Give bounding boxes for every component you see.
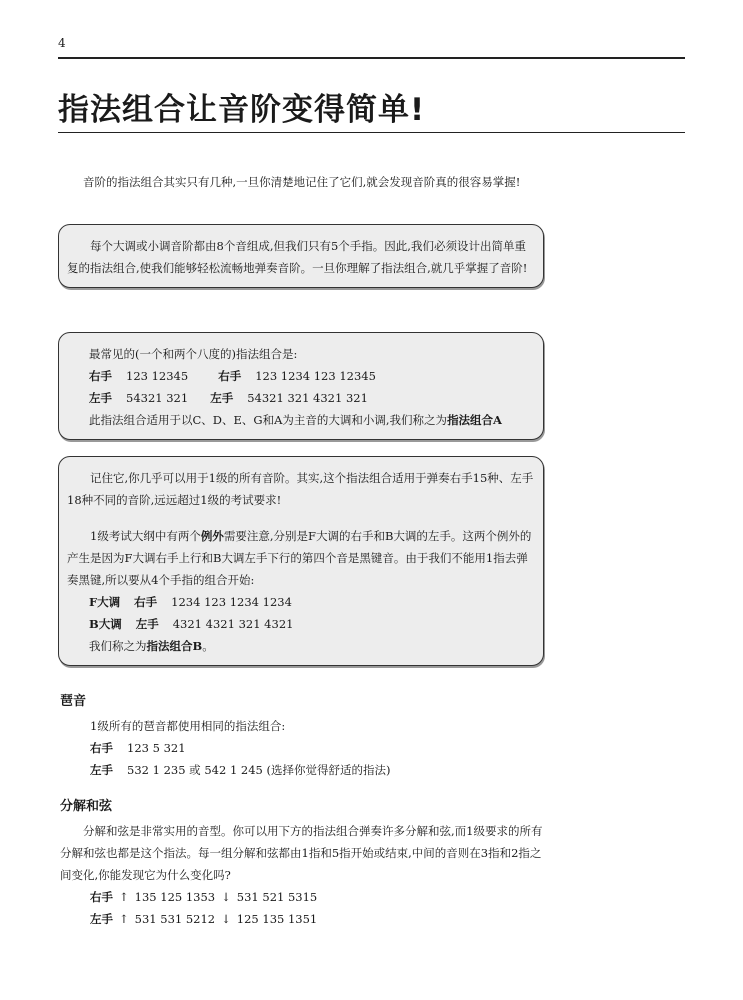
right-one-octave: 123 12345	[126, 369, 189, 383]
left-hand-label-2: 左手	[210, 391, 234, 405]
left-one-octave: 54321 321	[126, 391, 189, 405]
arpeggio-text: 1级所有的琶音都使用相同的指法组合:	[90, 719, 286, 733]
down-arrow-icon: ↓	[221, 890, 231, 904]
title-rule	[58, 132, 685, 133]
box3-para2-prefix: 1级考试大纲中有两个	[90, 529, 201, 543]
info-box-fingering-intro	[58, 224, 544, 288]
broken-chords-section	[60, 795, 550, 930]
broken-chords-heading: 分解和弦	[60, 799, 113, 814]
top-rule	[58, 57, 685, 59]
right-hand-label-2: 右手	[218, 369, 242, 383]
b-major-row	[89, 613, 535, 635]
down-arrow-icon: ↓	[221, 912, 231, 926]
up-arrow-icon: ↑	[119, 912, 129, 926]
up-arrow-icon: ↑	[119, 890, 129, 904]
fingering-a-note	[89, 409, 535, 431]
arpeggio-left-label: 左手	[90, 763, 113, 777]
f-major-key: F大调	[89, 595, 121, 609]
f-major-row	[89, 591, 535, 613]
page-number: 4	[58, 36, 66, 50]
left-hand-row	[89, 387, 535, 409]
arpeggio-left-row	[60, 759, 550, 781]
broken-right-up: 135 125 1353	[134, 890, 216, 904]
exceptions-term: 例外	[200, 529, 224, 543]
arpeggio-right-fingering: 123 5 321	[127, 741, 186, 755]
right-hand-row	[89, 365, 535, 387]
broken-left-up: 531 531 5212	[134, 912, 216, 926]
arpeggio-left-fingering: 532 1 235 或 542 1 245 (选择你觉得舒适的指法)	[127, 763, 391, 777]
info-box-exceptions	[58, 456, 544, 666]
broken-chords-text: 分解和弦是非常实用的音型。你可以用下方的指法组合弹奏许多分解和弦,而1级要求的所有分解和弦也都是这个指法。每一组分解和弦都由1指和5指开始或结束,中间的音则在3指和2指之间变化,你能发现它为什么变化吗?	[60, 824, 543, 882]
arpeggio-right-label: 右手	[90, 741, 113, 755]
arpeggio-section	[60, 690, 550, 781]
right-two-octaves: 123 1234 123 12345	[255, 369, 376, 383]
right-hand-label: 右手	[89, 369, 112, 383]
box1-text: 每个大调或小调音阶都由8个音组成,但我们只有5个手指。因此,我们必须设计出简单重复的指法组合,使我们能够轻松流畅地弹奏音阶。一旦你理解了指法组合,就几乎掌握了音阶!	[67, 239, 528, 275]
broken-right-label: 右手	[90, 890, 113, 904]
box3-para2-suffix: 需要注意,分别是F大调的右手和B大调的左手。这两个例外的产生是因为F大调右手上行和B大调左手下行的第四个音是黑键音。由于我们不能用1指去弹奏黑键,所以要从4个手指的组合开始:	[67, 529, 532, 587]
fingering-b-note	[89, 635, 535, 657]
b-major-hand: 左手	[135, 617, 159, 631]
broken-left-down: 125 135 1351	[236, 912, 318, 926]
arpeggio-heading: 琶音	[60, 694, 87, 709]
f-major-hand: 右手	[134, 595, 158, 609]
arpeggio-right-row	[60, 737, 550, 759]
fingering-b-term: 指法组合B	[146, 639, 203, 653]
closing-prefix: 我们称之为	[89, 639, 147, 653]
broken-chords-right-row	[60, 886, 550, 908]
left-hand-label: 左手	[89, 391, 112, 405]
broken-right-down: 531 521 5315	[236, 890, 318, 904]
fingering-a-term: 指法组合A	[447, 413, 502, 427]
box3-para2	[59, 525, 543, 591]
box3-para1: 记住它,你几乎可以用于1级的所有音阶。其实,这个指法组合适用于弹奏右手15种、左手18种不同的音阶,远远超过1级的考试要求!	[67, 471, 534, 507]
b-major-fingering: 4321 4321 321 4321	[172, 617, 294, 631]
left-two-octaves: 54321 321 4321 321	[247, 391, 368, 405]
box2-heading: 最常见的(一个和两个八度的)指法组合是:	[89, 347, 298, 361]
page-title: 指法组合让音阶变得简单!	[58, 92, 426, 128]
info-box-fingering-a	[58, 332, 544, 440]
f-major-fingering: 1234 123 1234 1234	[171, 595, 292, 609]
intro-paragraph: 音阶的指法组合其实只有几种,一旦你清楚地记住了它们,就会发现音阶真的很容易掌握!	[83, 175, 521, 189]
fingering-a-note-text: 此指法组合适用于以C、D、E、G和A为主音的大调和小调,我们称之为	[89, 413, 448, 427]
b-major-key: B大调	[89, 617, 122, 631]
broken-left-label: 左手	[90, 912, 113, 926]
closing-suffix: 。	[202, 639, 214, 653]
broken-chords-left-row	[60, 908, 550, 930]
